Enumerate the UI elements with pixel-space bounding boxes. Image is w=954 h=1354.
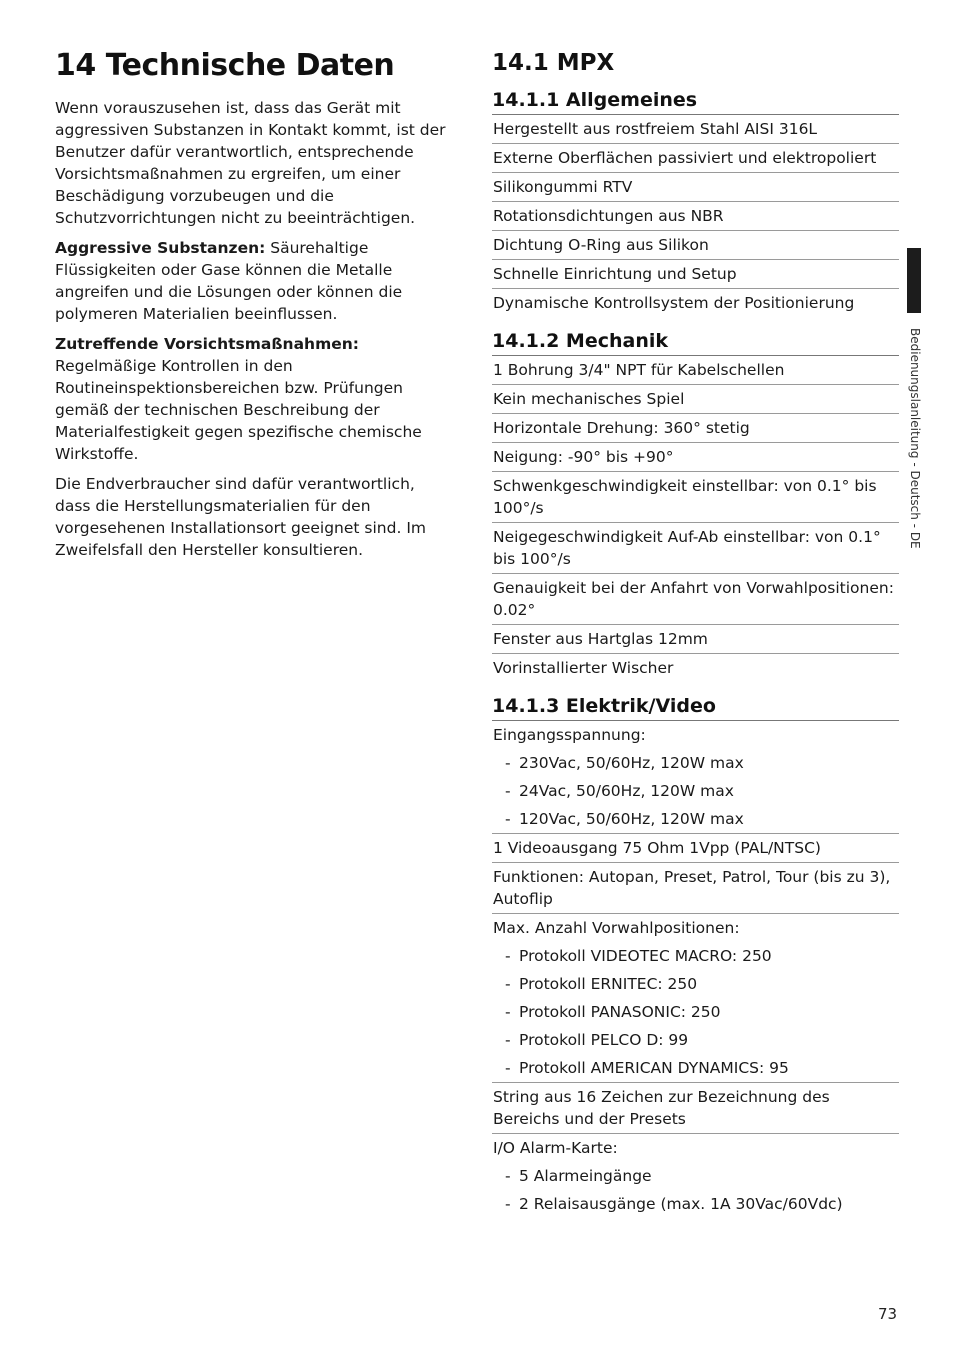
mechanics-item: 1 Bohrung 3/4" NPT für Kabelschellen (492, 356, 899, 385)
io-subitem (493, 1165, 899, 1187)
aggressive-text: Säurehaltige Flüssigkeiten oder Gase können die Metalle angreifen und die Lösungen oder können die polymeren Materialien beeinflussen. (55, 239, 403, 323)
protocol-value: Protokoll VIDEOTEC MACRO: 250 (519, 947, 772, 965)
precautions-text: Regelmäßige Kontrollen in den Routineinspektionsbereichen bzw. Prüfungen gemäß der technischen Beschreibung der Materialfestigkeit gegen spezifische chemische Wirkstoffe. (55, 357, 422, 463)
io-card-item (492, 1134, 899, 1218)
video-out-item: 1 Videoausgang 75 Ohm 1Vpp (PAL/NTSC) (492, 834, 899, 863)
general-item: Schnelle Einrichtung und Setup (492, 260, 899, 289)
functions-item: Funktionen: Autopan, Preset, Patrol, Tour (bis zu 3), Autoflip (492, 863, 899, 914)
electrical-heading: 14.1.3 Elektrik/Video (492, 695, 716, 717)
mechanics-item: Kein mechanisches Spiel (492, 385, 899, 414)
dash: - (505, 810, 511, 828)
protocol-value: Protokoll ERNITEC: 250 (519, 975, 698, 993)
aggressive-paragraph (55, 237, 455, 325)
mechanics-list (492, 355, 899, 682)
section-heading: 14.1 MPX (492, 50, 615, 76)
io-subitem (493, 1193, 899, 1215)
dash: - (505, 1031, 511, 1049)
enduser-paragraph: Die Endverbraucher sind dafür verantwortlich, dass die Herstellungsmaterialien für den vorgesehenen Installationsort geeignet sind. Im Zweifelsfall den Hersteller konsultieren. (55, 475, 426, 559)
voltage-value: 120Vac, 50/60Hz, 120W max (519, 810, 744, 828)
protocol-subitem (493, 1029, 899, 1051)
general-list (492, 114, 899, 317)
mechanics-item: Fenster aus Hartglas 12mm (492, 625, 899, 654)
right-column (492, 50, 899, 1218)
dash: - (505, 1059, 511, 1077)
protocol-subitem (493, 973, 899, 995)
protocol-value: Protokoll AMERICAN DYNAMICS: 95 (519, 1059, 789, 1077)
side-label: Bedienungslanleitung - Deutsch - DE (908, 328, 922, 549)
aggressive-label: Aggressive Substanzen: (55, 239, 266, 257)
page-number: 73 (878, 1305, 898, 1323)
mechanics-item: Neigegeschwindigkeit Auf-Ab einstellbar: von 0.1° bis 100°/s (492, 523, 899, 574)
dash: - (505, 1195, 511, 1213)
mechanics-item: Neigung: -90° bis +90° (492, 443, 899, 472)
io-card-label: I/O Alarm-Karte: (493, 1139, 618, 1157)
protocol-subitem (493, 945, 899, 967)
voltage-value: 230Vac, 50/60Hz, 120W max (519, 754, 744, 772)
input-voltage-item (492, 721, 899, 834)
left-column (55, 48, 455, 569)
electrical-list (492, 720, 899, 1218)
general-item: Silikongummi RTV (492, 173, 899, 202)
general-item: Hergestellt aus rostfreiem Stahl AISI 316L (492, 115, 899, 144)
mechanics-item: Vorinstallierter Wischer (493, 659, 674, 677)
intro-paragraph: Wenn vorauszusehen ist, dass das Gerät mit aggressiven Substanzen in Kontakt kommt, ist der Benutzer dafür verantwortlich, entsprechende Vorsichtsmaßnahmen zu ergreifen, um einer Beschädigung vorzubeugen und die Schutzvorrichtungen nicht zu beeinträchtigen. (55, 99, 446, 227)
voltage-subitem (493, 808, 899, 830)
presets-label: Max. Anzahl Vorwahlpositionen: (493, 919, 740, 937)
protocol-subitem (493, 1001, 899, 1023)
precautions-paragraph (55, 333, 455, 465)
dash: - (505, 1003, 511, 1021)
mechanics-heading: 14.1.2 Mechanik (492, 330, 669, 352)
io-value: 5 Alarmeingänge (519, 1167, 652, 1185)
mechanics-item: Horizontale Drehung: 360° stetig (492, 414, 899, 443)
general-heading: 14.1.1 Allgemeines (492, 89, 698, 111)
string-item: String aus 16 Zeichen zur Bezeichnung des Bereichs und der Presets (492, 1083, 899, 1134)
voltage-value: 24Vac, 50/60Hz, 120W max (519, 782, 734, 800)
voltage-subitem (493, 752, 899, 774)
dash: - (505, 1167, 511, 1185)
general-item: Externe Oberflächen passiviert und elektropoliert (492, 144, 899, 173)
general-item: Rotationsdichtungen aus NBR (492, 202, 899, 231)
protocol-value: Protokoll PANASONIC: 250 (519, 1003, 721, 1021)
dash: - (505, 947, 511, 965)
presets-item (492, 914, 899, 1083)
precautions-label: Zutreffende Vorsichtsmaßnahmen: (55, 335, 359, 353)
input-voltage-label: Eingangsspannung: (493, 726, 646, 744)
side-tab-bar (907, 248, 921, 313)
voltage-subitem (493, 780, 899, 802)
dash: - (505, 782, 511, 800)
general-item: Dynamische Kontrollsystem der Positionierung (493, 294, 855, 312)
dash: - (505, 975, 511, 993)
general-item: Dichtung O-Ring aus Silikon (492, 231, 899, 260)
mechanics-item: Schwenkgeschwindigkeit einstellbar: von 0.1° bis 100°/s (492, 472, 899, 523)
mechanics-item: Genauigkeit bei der Anfahrt von Vorwahlpositionen: 0.02° (492, 574, 899, 625)
io-value: 2 Relaisausgänge (max. 1A 30Vac/60Vdc) (519, 1195, 843, 1213)
dash: - (505, 754, 511, 772)
protocol-value: Protokoll PELCO D: 99 (519, 1031, 689, 1049)
protocol-subitem (493, 1057, 899, 1079)
page-title: 14 Technische Daten (55, 48, 395, 83)
